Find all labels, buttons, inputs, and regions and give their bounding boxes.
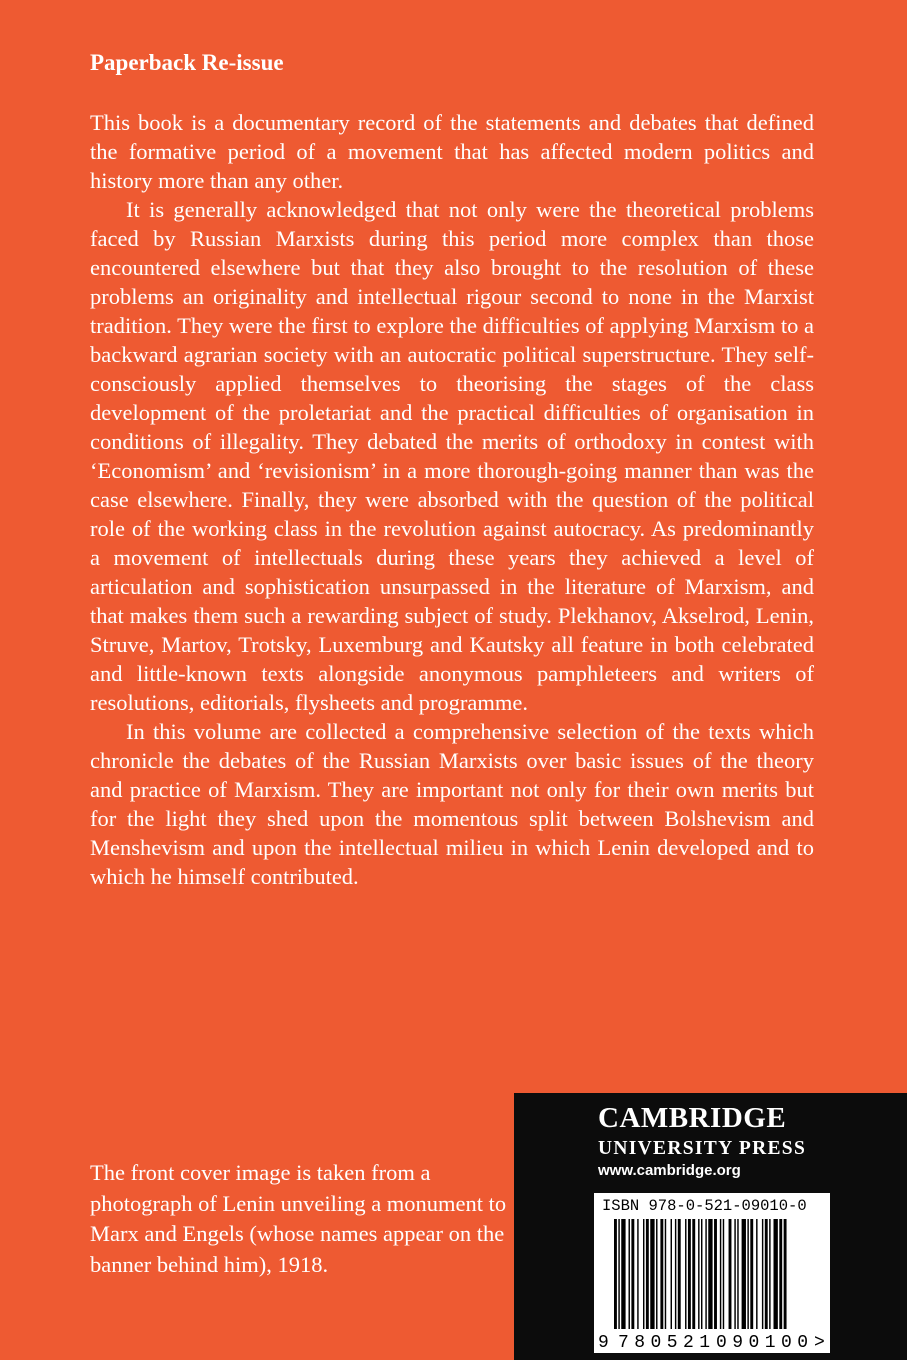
barcode-bar [665,1219,666,1329]
barcode-bar [765,1219,768,1329]
barcode-bar [698,1219,699,1329]
barcode-bar [784,1219,787,1329]
isbn-label: ISBN 978-0-521-09010-0 [602,1197,807,1215]
barcode-bar [750,1219,753,1329]
barcode-bar [678,1219,681,1329]
barcode-bar [643,1219,644,1329]
barcode-bar [723,1219,724,1329]
description [90,108,814,891]
publisher-url: www.cambridge.org [598,1162,741,1179]
barcode-bar [769,1219,770,1329]
cover-image-caption: The front cover image is taken from a photograph of Lenin unveiling a monument to Marx and Engels (whose names appear on the banner behind him), 1918. [90,1160,507,1277]
publisher-name: CAMBRIDGE [598,1102,787,1134]
publisher-subtitle: UNIVERSITY PRESS [598,1138,807,1159]
barcode-bar [671,1219,672,1329]
barcode-bar [747,1219,748,1329]
barcode-bar [637,1219,638,1329]
barcode-bar [621,1219,625,1329]
barcode-box [594,1193,830,1353]
barcode-bar [701,1219,702,1329]
barcode-bar [646,1219,649,1329]
barcode-bar [705,1219,706,1329]
barcode-bar [631,1219,634,1329]
paragraph-2: It is generally acknowledged that not only were the theoretical problems faced by Russian Marxists during this period more complex than those encountered elsewhere but that they also brought to the resolution of these problems an originality and intellectual rigour second to none in the Marxist tradition. They were the first to explore the difficulties of applying Marxism to a backward agrarian society with an autocratic political superstructure. They self-consciously applied themselves to theorising the stages of the class development of the proletariat and the practical difficulties of organisation in conditions of illegality. They debated the merits of orthodoxy in contest with ‘Economism’ and ‘revisionism’ in a more thorough-going manner than was the case elsewhere. Finally, they were absorbed with the question of the political role of the working class in the revolution against autocracy. As predominantly a movement of intellectuals during these years they achieved a level of articulation and sophistication unsurpassed in the literature of Marxism, and that makes them such a rewarding subject of study. Plekhanov, Akselrod, Lenin, Struve, Martov, Trotsky, Luxemburg and Kautsky all feature in both celebrated and little-known texts alongside anonymous pamphleteers and writers of resolutions, editorials, flysheets and programme. [90,197,814,715]
barcode-bar [656,1219,657,1329]
barcode-bar [618,1219,619,1329]
heading: Paperback Re-issue [90,50,284,75]
barcode-bar [737,1219,738,1329]
barcode-bar [660,1219,663,1329]
barcode-bar [762,1219,763,1329]
barcode-right-digits: 090100 [716,1333,808,1353]
publisher-panel [514,1093,907,1360]
barcode-left-digits: 780521 [618,1333,710,1353]
barcode-quiet-mark: > [814,1333,825,1353]
barcode-bar [692,1219,695,1329]
paragraph-1: This book is a documentary record of the statements and debates that defined the formative period of a movement that has affected modern politics and history more than any other. [90,110,814,193]
barcode-icon [594,1193,830,1353]
barcode-bar [729,1219,732,1329]
barcode-bar [714,1219,717,1329]
barcode-bar [720,1219,721,1329]
barcode-bar [629,1219,630,1329]
barcode-bar [688,1219,691,1329]
barcode-bar [779,1219,782,1329]
barcode-bar [742,1219,746,1329]
barcode-bar [734,1219,735,1329]
barcode-bar [650,1219,654,1329]
barcode-lead-digit: 9 [598,1333,609,1353]
barcode-bar [756,1219,757,1329]
barcode-bar [614,1219,617,1329]
barcode-bar [774,1219,778,1329]
paragraph-3: In this volume are collected a comprehensive selection of the texts which chronicle the debates of the Russian Marxists over basic issues of the theory and practice of Marxism. They are important not only for their own merits but for the light they shed upon the momentous split between Bolshevism and Menshevism and upon the intellectual milieu in which Lenin developed and to which he himself contributed. [90,719,814,889]
barcode-bar [685,1219,686,1329]
barcode-bar [708,1219,712,1329]
barcode-bar [675,1219,676,1329]
